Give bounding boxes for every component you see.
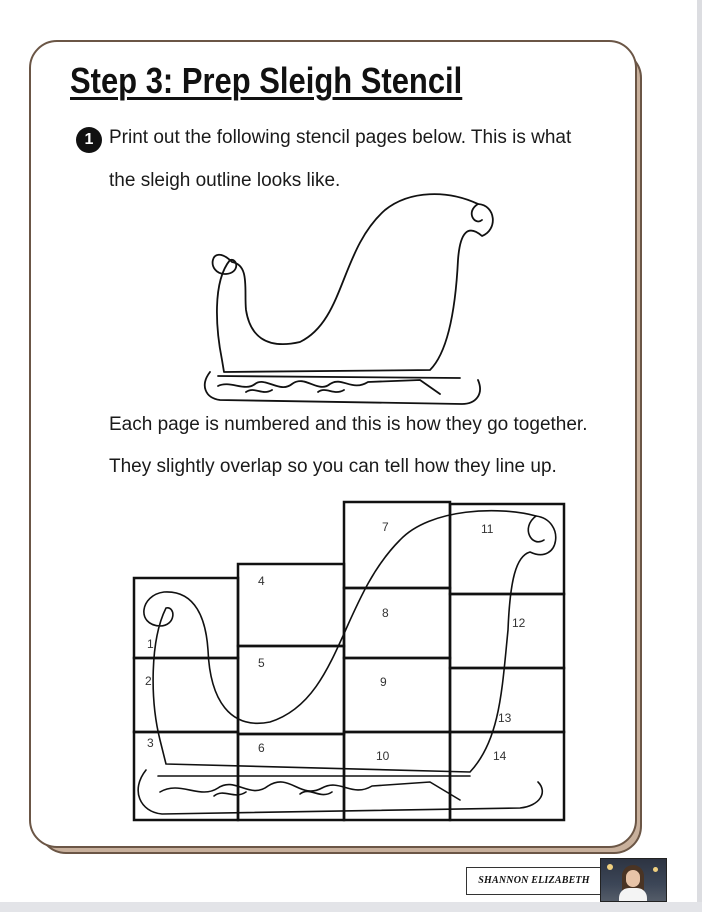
grid-label-12: 12: [512, 616, 526, 630]
grid-label-9: 9: [380, 675, 387, 689]
stencil-page-7: [344, 502, 450, 588]
grid-label-10: 10: [376, 749, 390, 763]
grid-label-8: 8: [382, 606, 389, 620]
stencil-page-4: [238, 564, 344, 646]
intro-line-2: the sleigh outline looks like.: [109, 170, 341, 191]
grid-label-13: 13: [498, 711, 512, 725]
grid-label-6: 6: [258, 741, 265, 755]
grid-label-1: 1: [147, 637, 154, 651]
author-photo: [600, 858, 667, 902]
step-number-badge: 1: [76, 127, 102, 153]
stencil-page-6: [238, 734, 344, 820]
stencil-page-2: [134, 658, 238, 732]
page-title: Step 3: Prep Sleigh Stencil: [70, 60, 463, 101]
middle-line-1: Each page is numbered and this is how they go together.: [109, 414, 588, 435]
grid-label-14: 14: [493, 749, 507, 763]
grid-label-2: 2: [145, 674, 152, 688]
stencil-page-5: [238, 646, 344, 734]
grid-label-4: 4: [258, 574, 265, 588]
grid-label-5: 5: [258, 656, 265, 670]
brand-logo: SHANNON ELIZABETH: [466, 867, 602, 895]
intro-line-1: Print out the following stencil pages below. This is what: [109, 127, 572, 148]
grid-label-11: 11: [481, 522, 494, 536]
stencil-page-11: [450, 504, 564, 594]
grid-label-3: 3: [147, 736, 154, 750]
middle-line-2: They slightly overlap so you can tell how they line up.: [109, 456, 557, 477]
grid-label-7: 7: [382, 520, 389, 534]
stencil-page-9: [344, 658, 450, 732]
stencil-page-12: [450, 594, 564, 668]
